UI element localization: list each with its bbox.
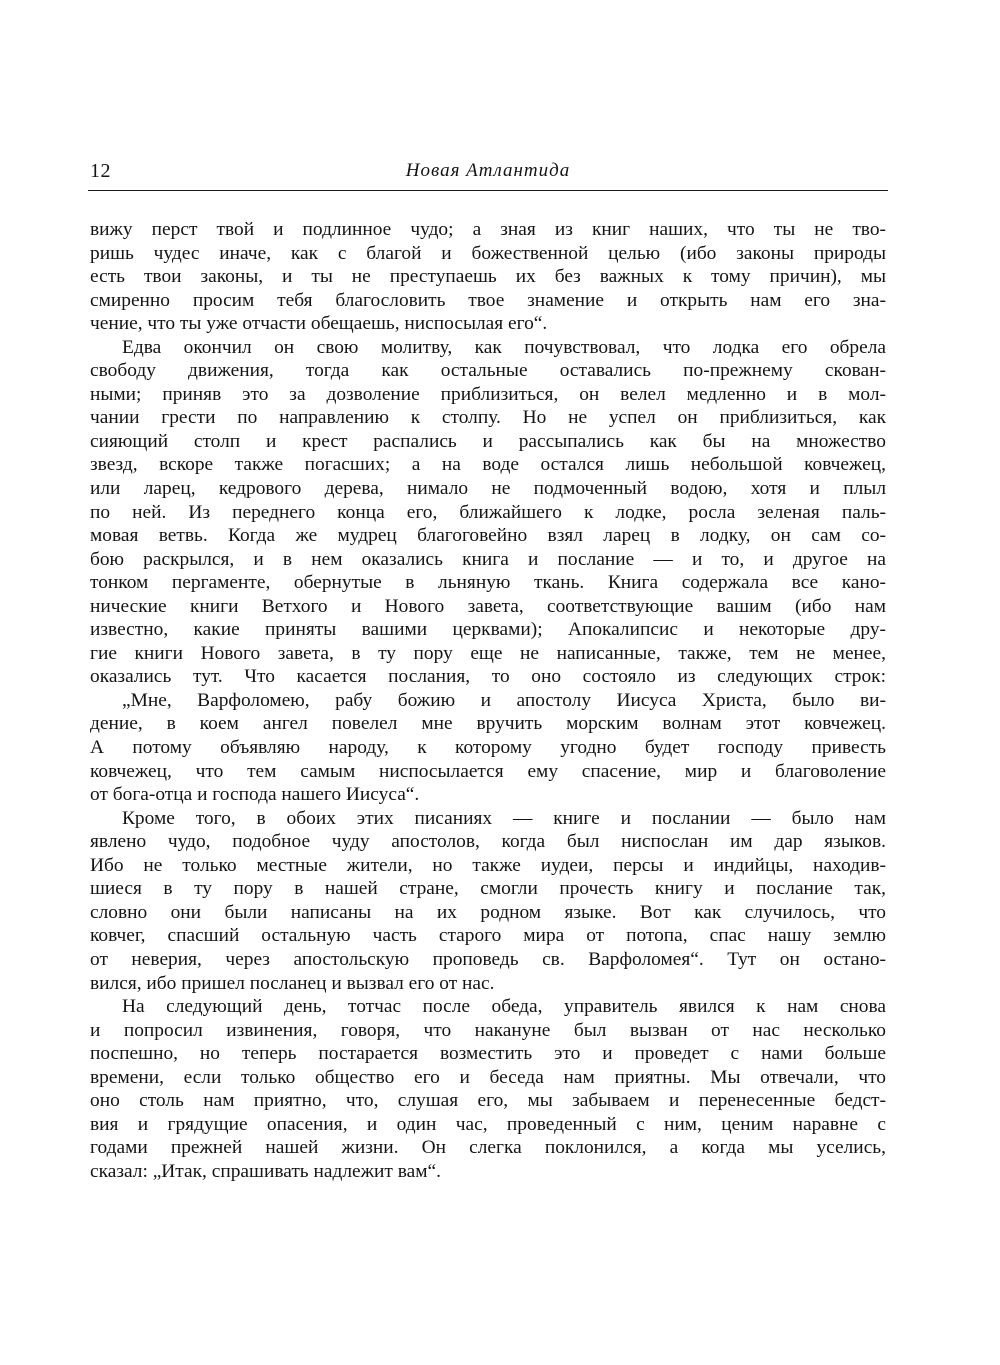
text-line: гие книги Нового завета, в ту пору еще не написанные, также, тем не менее,: [90, 642, 886, 664]
text-line: вился, ибо пришел посланец и вызвал его от нас.: [90, 972, 495, 994]
text-line: и попросил извинения, говоря, что накануне был вызван от нас несколько: [90, 1019, 886, 1041]
text-line: чании грести по направлению к столпу. Но не успел он приблизиться, как: [90, 407, 886, 429]
text-line: словно они были написаны на их родном языке. Вот как случилось, что: [90, 901, 886, 923]
text-line: Ибо не только местные жители, но также иудеи, персы и индийцы, находив-: [90, 854, 886, 876]
text-line: ковчежец, что тем самым ниспосылается ему спасение, мир и благоволение: [90, 760, 886, 782]
text-line: звезд, вскоре также погасших; а на воде остался лишь небольшой ковчежец,: [90, 454, 886, 476]
text-line: ными; приняв это за дозволение приблизиться, он велел медленно и в мол-: [90, 383, 886, 405]
text-line: оно столь нам приятно, что, слушая его, мы забываем и перенесенные бедст-: [90, 1090, 886, 1112]
text-line: шиеся в ту пору в нашей стране, смогли прочесть книгу и послание так,: [90, 878, 886, 900]
text-line: сказал: „Итак, спрашивать надлежит вам“.: [90, 1160, 441, 1182]
text-line: Едва окончил он свою молитву, как почувствовал, что лодка его обрела: [122, 336, 886, 358]
text-line: мовая ветвь. Когда же мудрец благоговейно взял ларец в лодку, он сам со-: [90, 525, 886, 547]
text-line: явлено чудо, подобное чуду апостолов, когда был ниспослан им дар языков.: [90, 831, 886, 853]
text-line: нические книги Ветхого и Нового завета, соответствующие вашим (ибо нам: [90, 595, 886, 617]
text-line: от неверия, через апостольскую проповедь св. Варфоломея“. Тут он остано-: [90, 948, 886, 970]
text-line: поспешно, но теперь постарается возместить это и проведет с нами больше: [90, 1043, 886, 1065]
text-line: Кроме того, в обоих этих писаниях — книге и послании — было нам: [122, 807, 886, 829]
text-line: годами прежней нашей жизни. Он слегка поклонился, а когда мы уселись,: [90, 1137, 886, 1159]
text-line: смиренно просим тебя благословить твое знамение и открыть нам его зна-: [90, 289, 886, 311]
text-line: тонком пергаменте, обернутые в льняную ткань. Книга содержала все кано-: [90, 572, 886, 594]
text-line: бою раскрылся, и в нем оказались книга и послание — и то, и другое на: [90, 548, 886, 570]
text-line: времени, если только общество его и беседа нам приятны. Мы отвечали, что: [90, 1066, 886, 1088]
text-line: есть твои законы, и ты не преступаешь их без важных к тому причин), мы: [90, 266, 886, 288]
text-line: „Мне, Варфоломею, рабу божию и апостолу Иисуса Христа, было ви-: [122, 689, 886, 711]
page-number: 12: [90, 160, 111, 182]
text-line: ришь чудес иначе, как с благой и божественной целью (ибо законы природы: [90, 242, 886, 264]
text-line: вижу перст твой и подлинное чудо; а зная из книг наших, что ты не тво-: [90, 219, 886, 240]
body-text: [90, 218, 886, 1183]
text-line: оказались тут. Что касается послания, то оно состояло из следующих строк:: [90, 666, 886, 688]
running-title: Новая Атлантида: [405, 160, 571, 181]
text-line: известно, какие приняты вашими церквами); Апокалипсис и некоторые дру-: [90, 619, 886, 641]
text-line: вия и грядущие опасения, и один час, проведенный с ним, ценим наравне с: [90, 1113, 886, 1135]
running-header: [88, 158, 888, 191]
text-line: ковчег, спасший остальную часть старого мира от потопа, спас нашу землю: [90, 925, 886, 947]
text-line: чение, что ты уже отчасти обещаешь, ниспосылая его“.: [90, 313, 548, 335]
text-line: по ней. Из переднего конца его, ближайшего к лодке, росла зеленая паль-: [90, 501, 886, 523]
text-line: сияющий столп и крест распались и рассыпались как бы на множество: [90, 430, 886, 452]
text-line: свободу движения, тогда как остальные оставались по-прежнему скован-: [90, 360, 886, 382]
text-line: дение, в коем ангел повелел мне вручить морским волнам этот ковчежец.: [90, 713, 886, 735]
text-line: На следующий день, тотчас после обеда, управитель явился к нам снова: [122, 996, 886, 1018]
text-line: А потому объявляю народу, к которому угодно будет господу привесть: [90, 737, 886, 759]
text-line: или ларец, кедрового дерева, нимало не подмоченный водою, хотя и плыл: [90, 478, 886, 500]
text-line: от бога-отца и господа нашего Иисуса“.: [90, 784, 420, 806]
